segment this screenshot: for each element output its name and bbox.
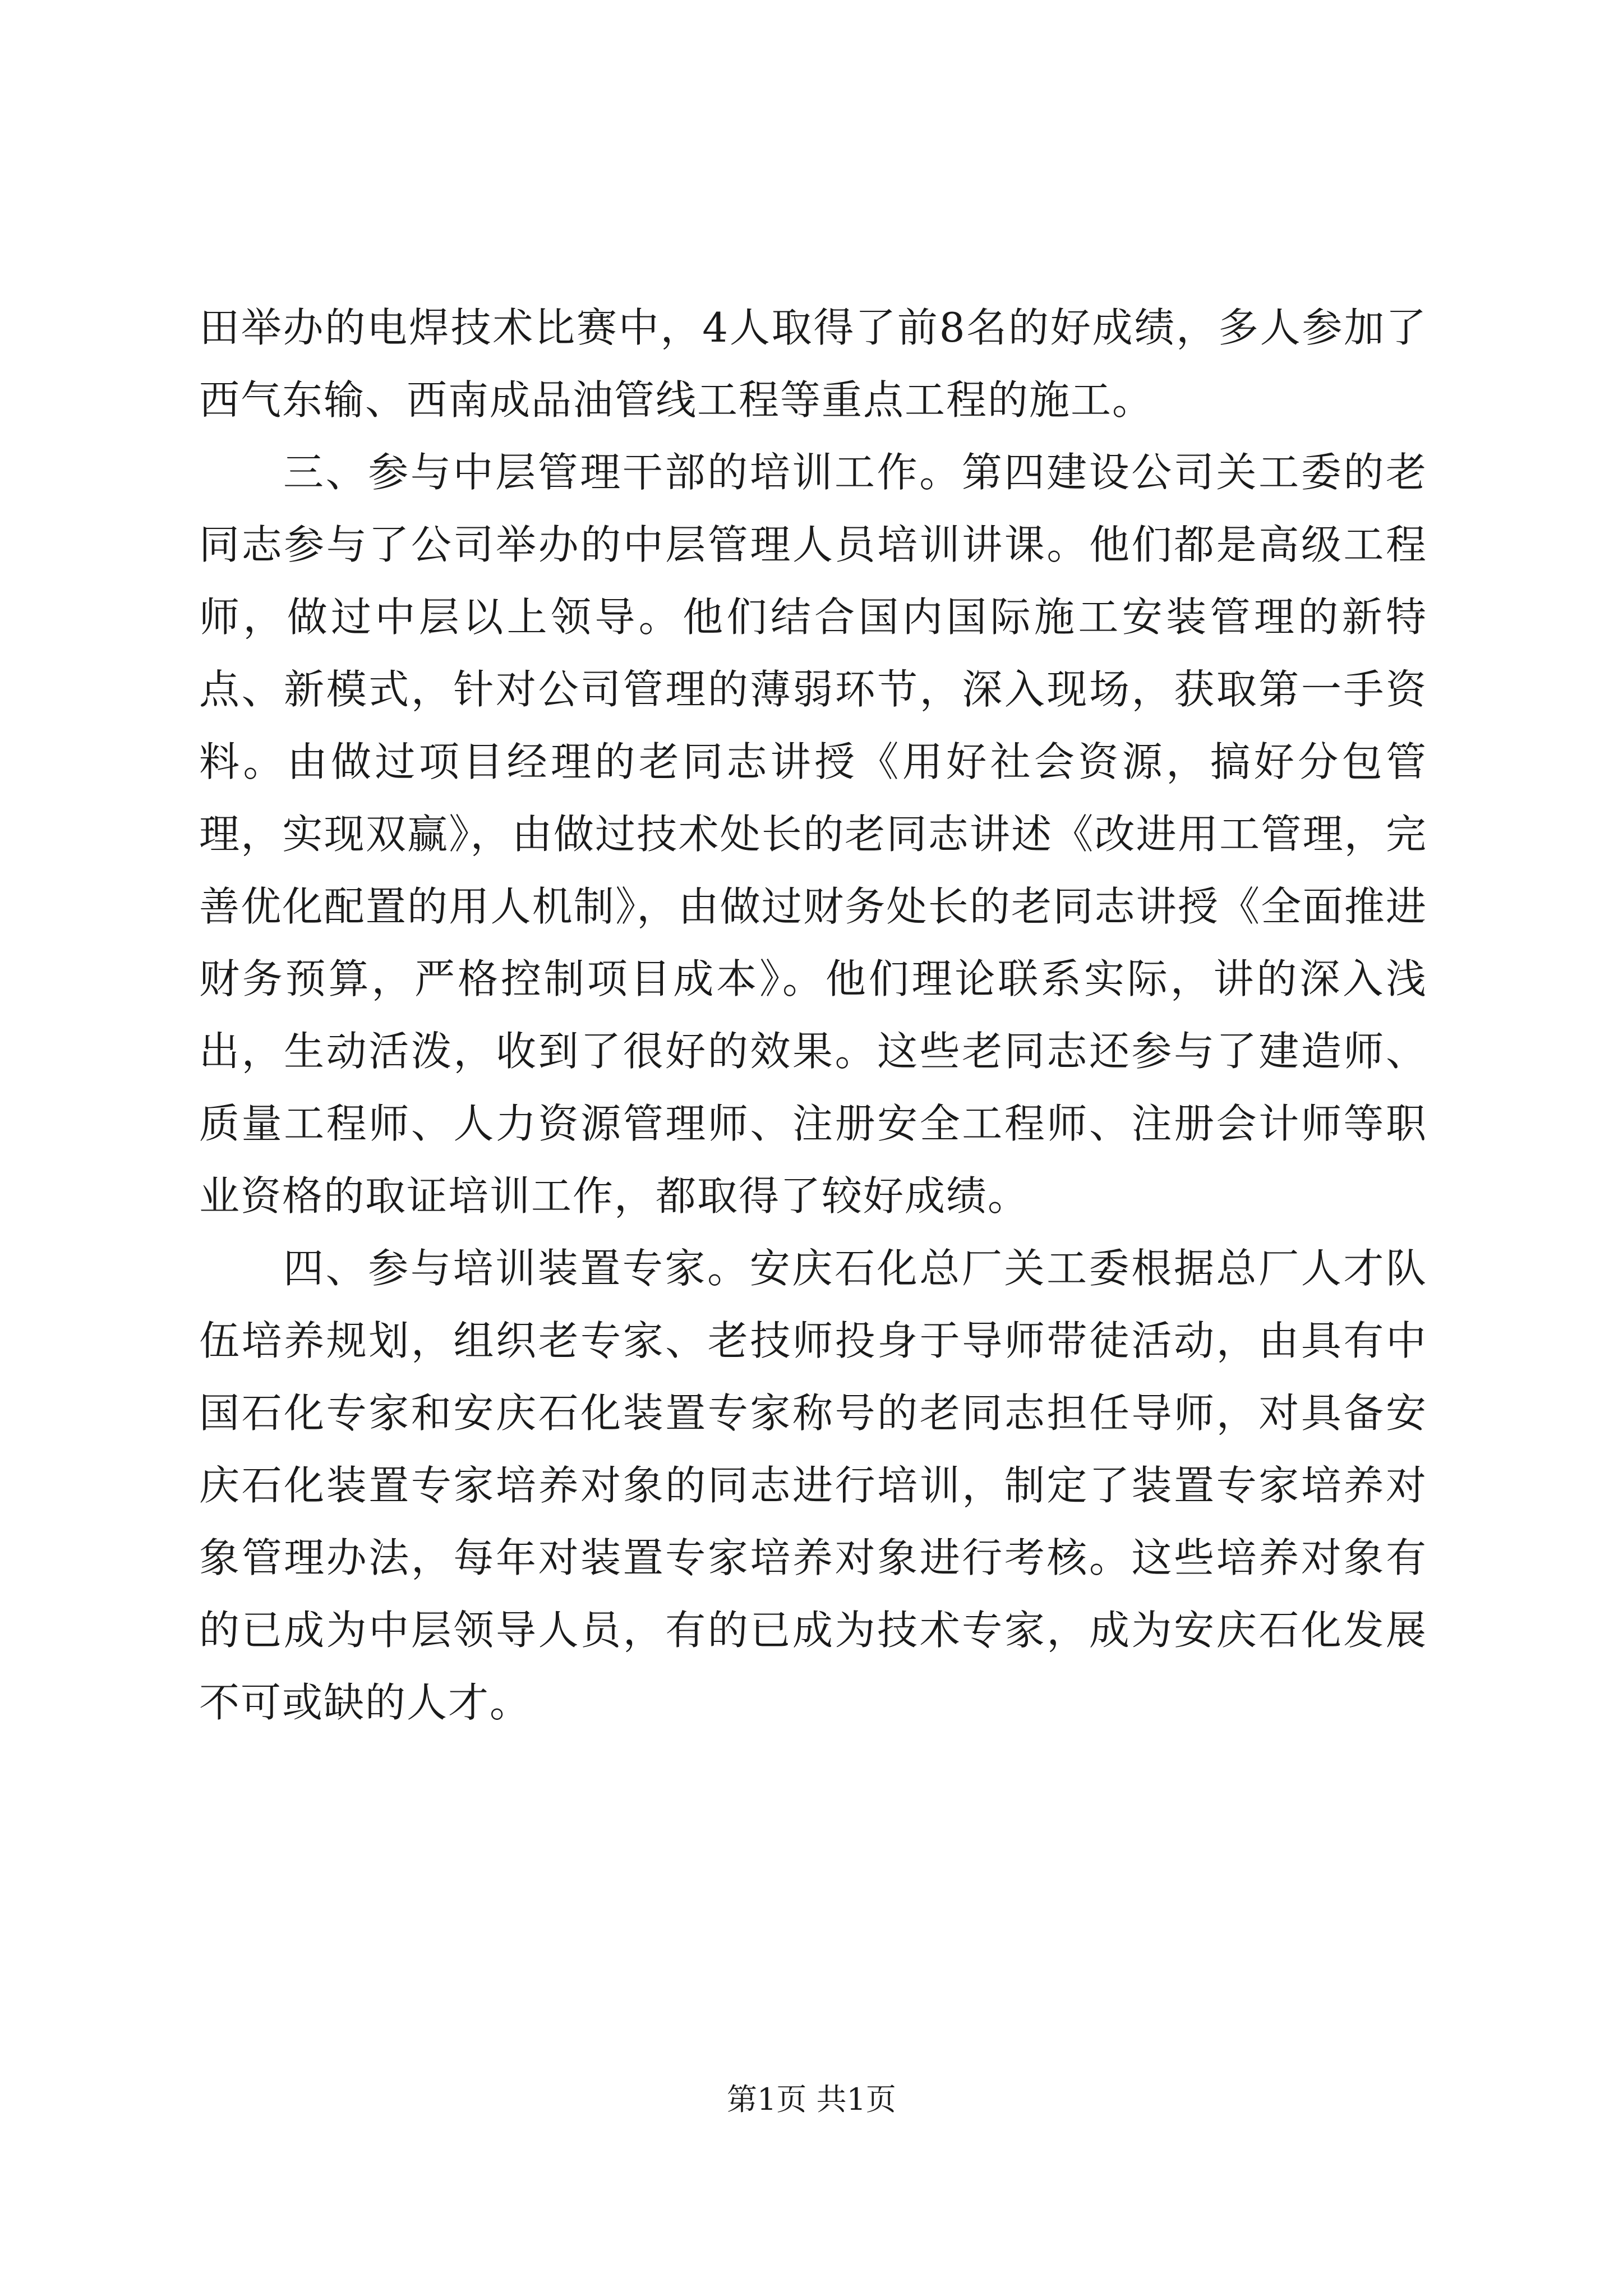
document-body [199,292,1427,1739]
page-number-footer: 第1页 共1页 [727,2082,896,2117]
paragraph-continuation: 田举办的电焊技术比赛中，4人取得了前8名的好成绩，多人参加了西气东输、西南成品油管线工程等重点工程的施工。 [199,304,1427,424]
paragraph-section-four: 四、参与培训装置专家。安庆石化总厂关工委根据总厂人才队伍培养规划，组织老专家、老技师投身于导师带徒活动，由具有中国石化专家和安庆石化装置专家称号的老同志担任导师，对具备安庆石化装置专家培养对象的同志进行培训，制定了装置专家培养对象管理办法，每年对装置专家培养对象进行考核。这些培养对象有的已成为中层领导人员，有的已成为技术专家，成为安庆石化发展不可或缺的人才。 [199,1245,1427,1726]
paragraph-section-three: 三、参与中层管理干部的培训工作。第四建设公司关工委的老同志参与了公司举办的中层管理人员培训讲课。他们都是高级工程师，做过中层以上领导。他们结合国内国际施工安装管理的新特点、新模式，针对公司管理的薄弱环节，深入现场，获取第一手资料。由做过项目经理的老同志讲授《用好社会资源，搞好分包管理，实现双赢》，由做过技术处长的老同志讲述《改进用工管理，完善优化配置的用人机制》，由做过财务处长的老同志讲授《全面推进财务预算，严格控制项目成本》。他们理论联系实际，讲的深入浅出，生动活泼，收到了很好的效果。这些老同志还参与了建造师、质量工程师、人力资源管理师、注册安全工程师、注册会计师等职业资格的取证培训工作，都取得了较好成绩。 [199,449,1427,1220]
